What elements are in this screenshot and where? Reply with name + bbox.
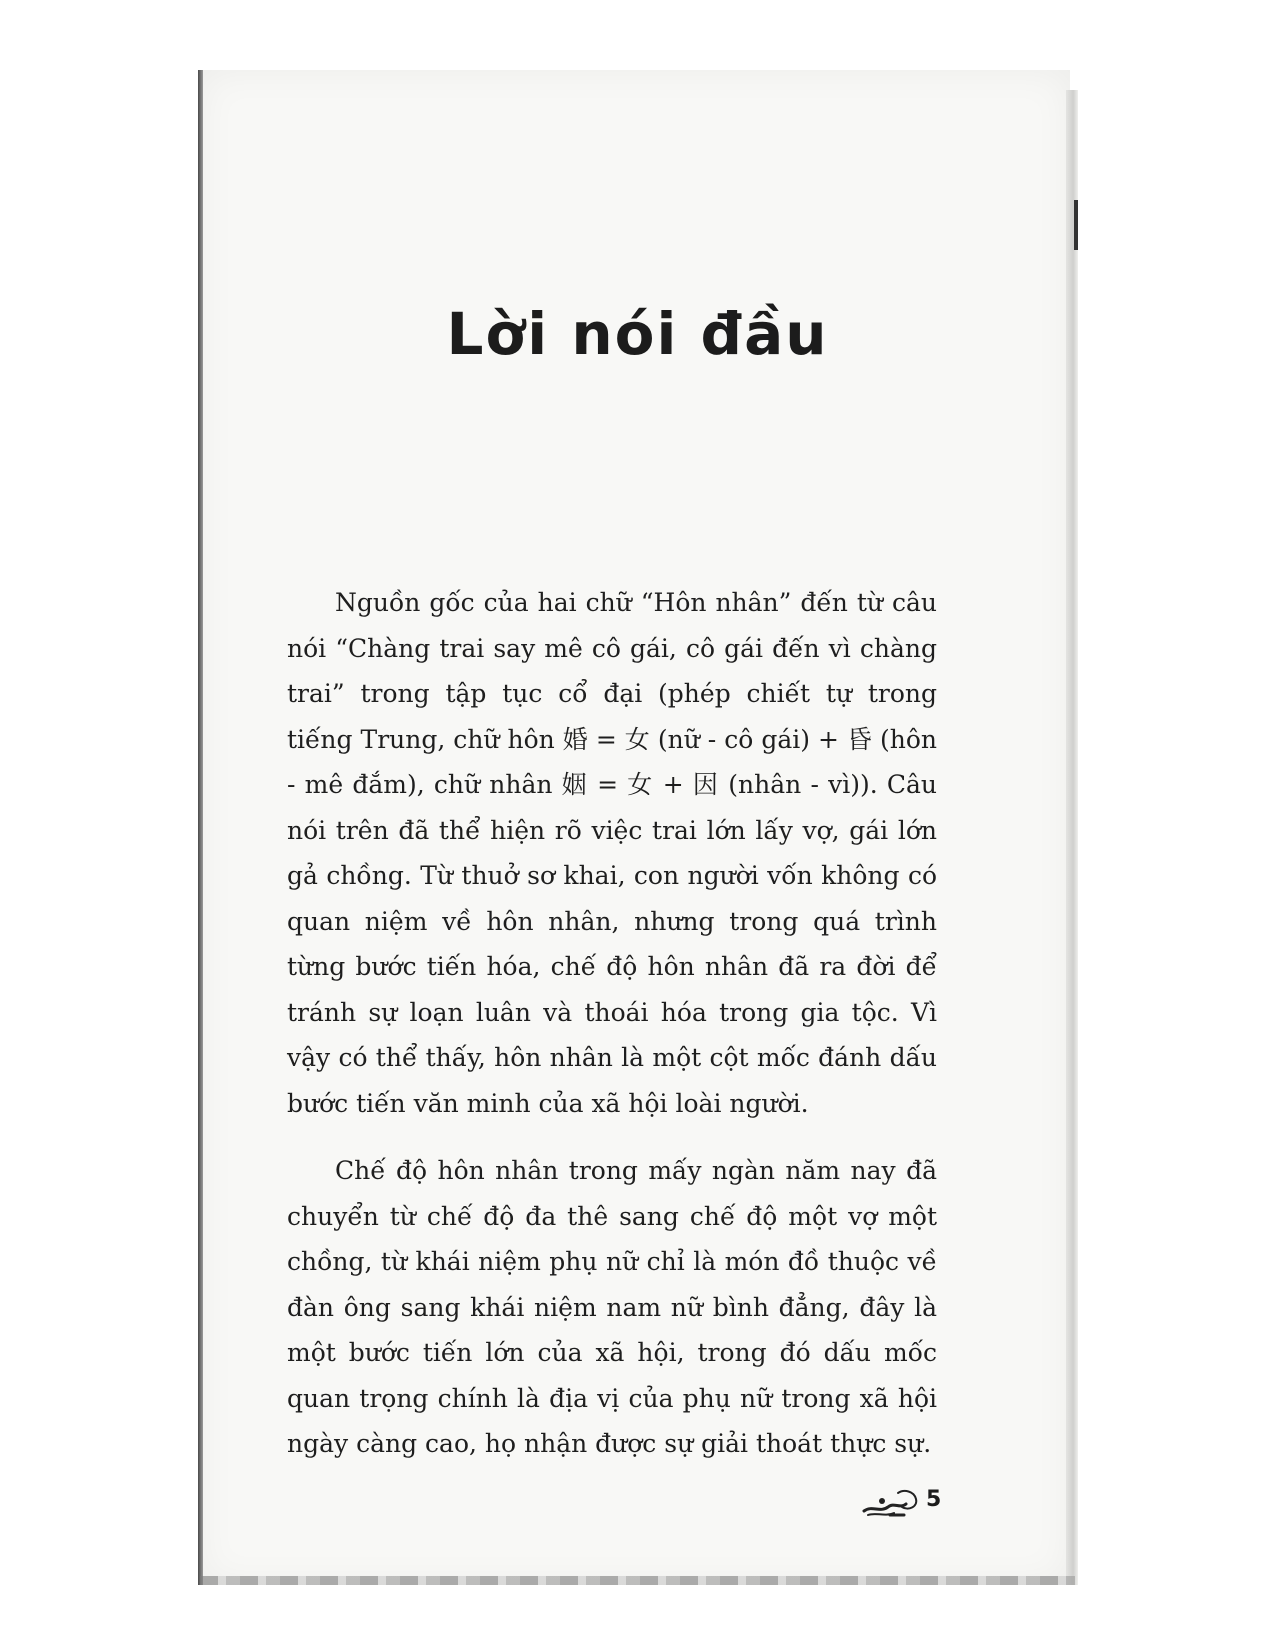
page-body bbox=[287, 580, 937, 1489]
paragraph-1: Nguồn gốc của hai chữ “Hôn nhân” đến từ câu nói “Chàng trai say mê cô gái, cô gái đến vì chàng trai” trong tập tục cổ đại (phép chiết tự trong tiếng Trung, chữ hôn 婚 = 女 (nữ - cô gái) + 昏 (hôn - mê đắm), chữ nhân 姻 = 女 + 因 (nhân - vì)). Câu nói trên đã thể hiện rõ việc trai lớn lấy vợ, gái lớn gả chồng. Từ thuở sơ khai, con người vốn không có quan niệm về hôn nhân, nhưng trong quá trình từng bước tiến hóa, chế độ hôn nhân đã ra đời để tránh sự loạn luân và thoái hóa trong gia tộc. Vì vậy có thể thấy, hôn nhân là một cột mốc đánh dấu bước tiến văn minh của xã hội loài người. bbox=[287, 588, 937, 1118]
page-footer bbox=[860, 1485, 950, 1519]
book-bottom-edge bbox=[200, 1576, 1075, 1585]
page-number: 5 bbox=[926, 1487, 942, 1512]
book-spine-edge bbox=[198, 70, 203, 1585]
decorative-figure-icon bbox=[860, 1487, 920, 1519]
page-title: Lời nói đầu bbox=[446, 300, 829, 368]
paragraph-2: Chế độ hôn nhân trong mấy ngàn năm nay đã chuyển từ chế độ đa thê sang chế độ một vợ một chồng, từ khái niệm phụ nữ chỉ là món đồ thuộc về đàn ông sang khái niệm nam nữ bình đẳng, đây là một bước tiến lớn của xã hội, trong đó dấu mốc quan trọng chính là địa vị của phụ nữ trong xã hội ngày càng cao, họ nhận được sự giải thoát thực sự. bbox=[287, 1156, 937, 1458]
